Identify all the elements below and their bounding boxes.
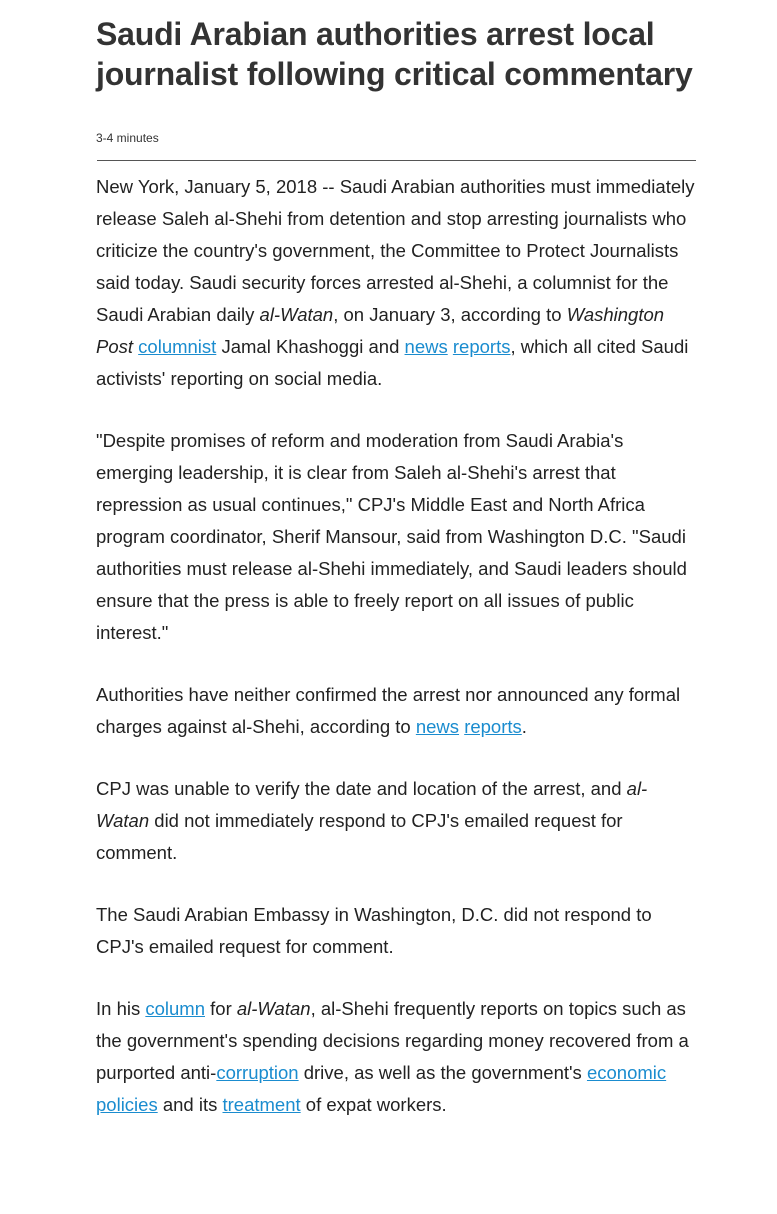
- paragraph-2: "Despite promises of reform and moderation from Saudi Arabia's emerging leadership, it is clear from Saleh al-Shehi's arrest that repression as usual continues," CPJ's Middle East and North Africa program coordinator, Sherif Mansour, said from Washington D.C. "Saudi authorities must release al-Shehi immediately, and Saudi leaders should ensure that the press is able to freely report on all issues of public interest.": [96, 430, 687, 643]
- paragraph-6: [96, 993, 696, 1121]
- text: CPJ was unable to verify the date and location of the arrest, and: [96, 778, 627, 799]
- treatment-link[interactable]: treatment: [222, 1094, 301, 1115]
- paragraph-4: [96, 773, 696, 869]
- news-link[interactable]: news: [415, 716, 460, 737]
- text: New York, January 5, 2018 -- Saudi Arabian authorities must immediately release Saleh al-Shehi from detention and stop arresting journalists who criticize the country's government, the Committee to Protect Journalists said today. Saudi security forces arrested al-Shehi, a columnist for the Saudi Arabian daily: [96, 176, 695, 325]
- reports-link[interactable]: reports: [452, 336, 511, 357]
- column-link[interactable]: column: [145, 998, 205, 1019]
- columnist-link[interactable]: columnist: [138, 336, 217, 357]
- paragraph-1: [96, 171, 696, 395]
- economic-policies-link[interactable]: economic policies: [96, 1062, 667, 1115]
- text: , which all cited Saudi activists' reporting on social media.: [96, 336, 689, 389]
- text: Jamal Khashoggi and: [216, 336, 405, 357]
- text: drive, as well as the government's: [298, 1062, 587, 1083]
- paragraph-5: The Saudi Arabian Embassy in Washington, D.C. did not respond to CPJ's emailed request for comment.: [96, 904, 652, 957]
- corruption-link[interactable]: corruption: [216, 1062, 299, 1083]
- publication-name: al-Watan: [236, 998, 311, 1019]
- text: .: [521, 716, 527, 737]
- reading-time: 3-4 minutes: [96, 131, 159, 145]
- text: and its: [157, 1094, 223, 1115]
- text: Authorities have neither confirmed the arrest nor announced any formal charges against al-Shehi, according to: [96, 684, 681, 737]
- publication-name: al-Watan: [259, 304, 334, 325]
- text: In his: [96, 998, 146, 1019]
- paragraph-3: [96, 679, 696, 743]
- divider: [97, 160, 696, 161]
- reports-link[interactable]: reports: [464, 716, 522, 737]
- text: for: [205, 998, 237, 1019]
- text: , on January 3, according to: [333, 304, 567, 325]
- article-body: [96, 171, 696, 1121]
- text: did not immediately respond to CPJ's emailed request for comment.: [96, 810, 623, 863]
- article-title: Saudi Arabian authorities arrest local journalist following critical commentary: [96, 16, 693, 92]
- publication-name: Washington Post: [96, 304, 665, 357]
- article: [96, 0, 696, 1151]
- news-link[interactable]: news: [404, 336, 448, 357]
- text: , al-Shehi frequently reports on topics such as the government's spending decisions regarding money recovered from a purported anti-: [96, 998, 689, 1083]
- publication-name: al-Watan: [96, 778, 648, 831]
- text: of expat workers.: [300, 1094, 447, 1115]
